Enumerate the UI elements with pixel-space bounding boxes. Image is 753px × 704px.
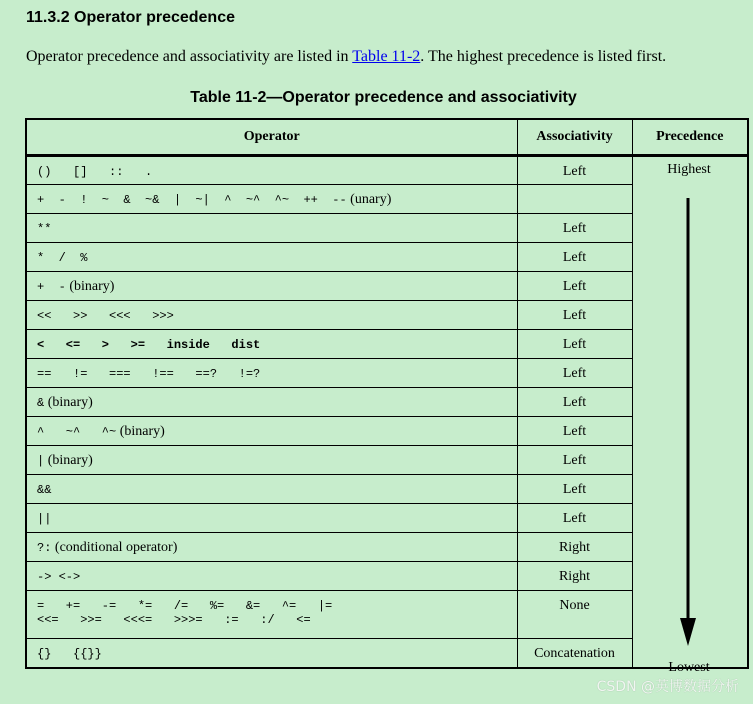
header-precedence: Precedence: [632, 119, 748, 156]
associativity-cell: Left: [517, 417, 632, 446]
operator-cell: [26, 533, 517, 562]
operator-cell: [26, 330, 517, 359]
operator-symbols: ||: [37, 512, 52, 526]
operator-cell: [26, 475, 517, 504]
operator-symbols: + -: [37, 280, 66, 294]
operator-cell: [26, 639, 517, 668]
watermark: CSDN @英博数据分析: [596, 679, 739, 695]
associativity-cell: Left: [517, 272, 632, 301]
operator-cell: [26, 272, 517, 301]
operator-symbols: ^ ~^ ^~: [37, 425, 117, 439]
precedence-cell: [632, 156, 748, 668]
associativity-cell: Left: [517, 446, 632, 475]
operator-symbols: * / %: [37, 251, 88, 265]
associativity-cell: Concatenation: [517, 639, 632, 668]
operator-cell: [26, 417, 517, 446]
table-caption: Table 11-2—Operator precedence and associativity: [190, 89, 577, 106]
intro-paragraph: [26, 47, 666, 67]
operator-cell: [26, 591, 517, 639]
operator-cell: [26, 359, 517, 388]
operator-symbols: == != === !== ==? !=?: [37, 367, 261, 381]
operator-note: (unary): [346, 192, 392, 207]
operator-cell: [26, 301, 517, 330]
header-associativity: Associativity: [517, 119, 632, 156]
associativity-cell: Left: [517, 388, 632, 417]
operator-cell: [26, 214, 517, 243]
operator-symbols: = += -= *= /= %= &= ^= |= <<= >>= <<<= >>>= := :/ <=: [37, 599, 333, 627]
operator-symbols: << >> <<< >>>: [37, 309, 174, 323]
associativity-cell: Left: [517, 504, 632, 533]
operator-note: (binary): [65, 279, 115, 294]
operator-symbols: () [] :: .: [37, 165, 153, 179]
header-operator: Operator: [26, 119, 517, 156]
operator-symbols: ?:: [37, 541, 52, 555]
operator-cell: [26, 156, 517, 185]
operator-symbols: + - ! ~ & ~& | ~| ^ ~^ ^~ ++ --: [37, 193, 347, 207]
precedence-lowest-label: Lowest: [668, 660, 710, 675]
operator-symbols: < <= > >= inside dist: [37, 338, 261, 352]
operator-note: (binary): [44, 395, 93, 410]
section-heading: 11.3.2 Operator precedence: [26, 9, 235, 26]
operator-cell: [26, 185, 517, 214]
intro-text-after: . The highest precedence is listed first.: [420, 48, 667, 65]
table-link[interactable]: Table 11-2: [352, 48, 421, 65]
operator-note: (binary): [116, 424, 165, 439]
precedence-highest-label: Highest: [667, 162, 711, 177]
associativity-cell: Left: [517, 475, 632, 504]
associativity-cell: Left: [517, 301, 632, 330]
operator-note: (binary): [44, 453, 93, 468]
associativity-cell: Left: [517, 156, 632, 185]
table-row: [26, 156, 748, 185]
operator-symbols: |: [37, 454, 45, 468]
operator-symbols: {} {{}}: [37, 647, 102, 661]
operator-precedence-table: [25, 118, 749, 669]
table-header-row: [26, 119, 748, 156]
operator-cell: [26, 562, 517, 591]
associativity-cell: Left: [517, 330, 632, 359]
operator-cell: [26, 388, 517, 417]
associativity-cell: Left: [517, 214, 632, 243]
associativity-cell: Left: [517, 243, 632, 272]
table-body: [26, 156, 748, 668]
operator-cell: [26, 446, 517, 475]
operator-symbols: -> <->: [37, 570, 81, 584]
associativity-cell: [517, 185, 632, 214]
associativity-cell: Left: [517, 359, 632, 388]
intro-text-before: Operator precedence and associativity are listed in: [26, 48, 353, 65]
associativity-cell: Right: [517, 533, 632, 562]
operator-symbols: **: [37, 222, 52, 236]
operator-cell: [26, 243, 517, 272]
operator-symbols: &: [37, 396, 45, 410]
operator-cell: [26, 504, 517, 533]
operator-symbols: &&: [37, 483, 52, 497]
operator-note: (conditional operator): [51, 540, 178, 555]
associativity-cell: None: [517, 591, 632, 639]
associativity-cell: Right: [517, 562, 632, 591]
